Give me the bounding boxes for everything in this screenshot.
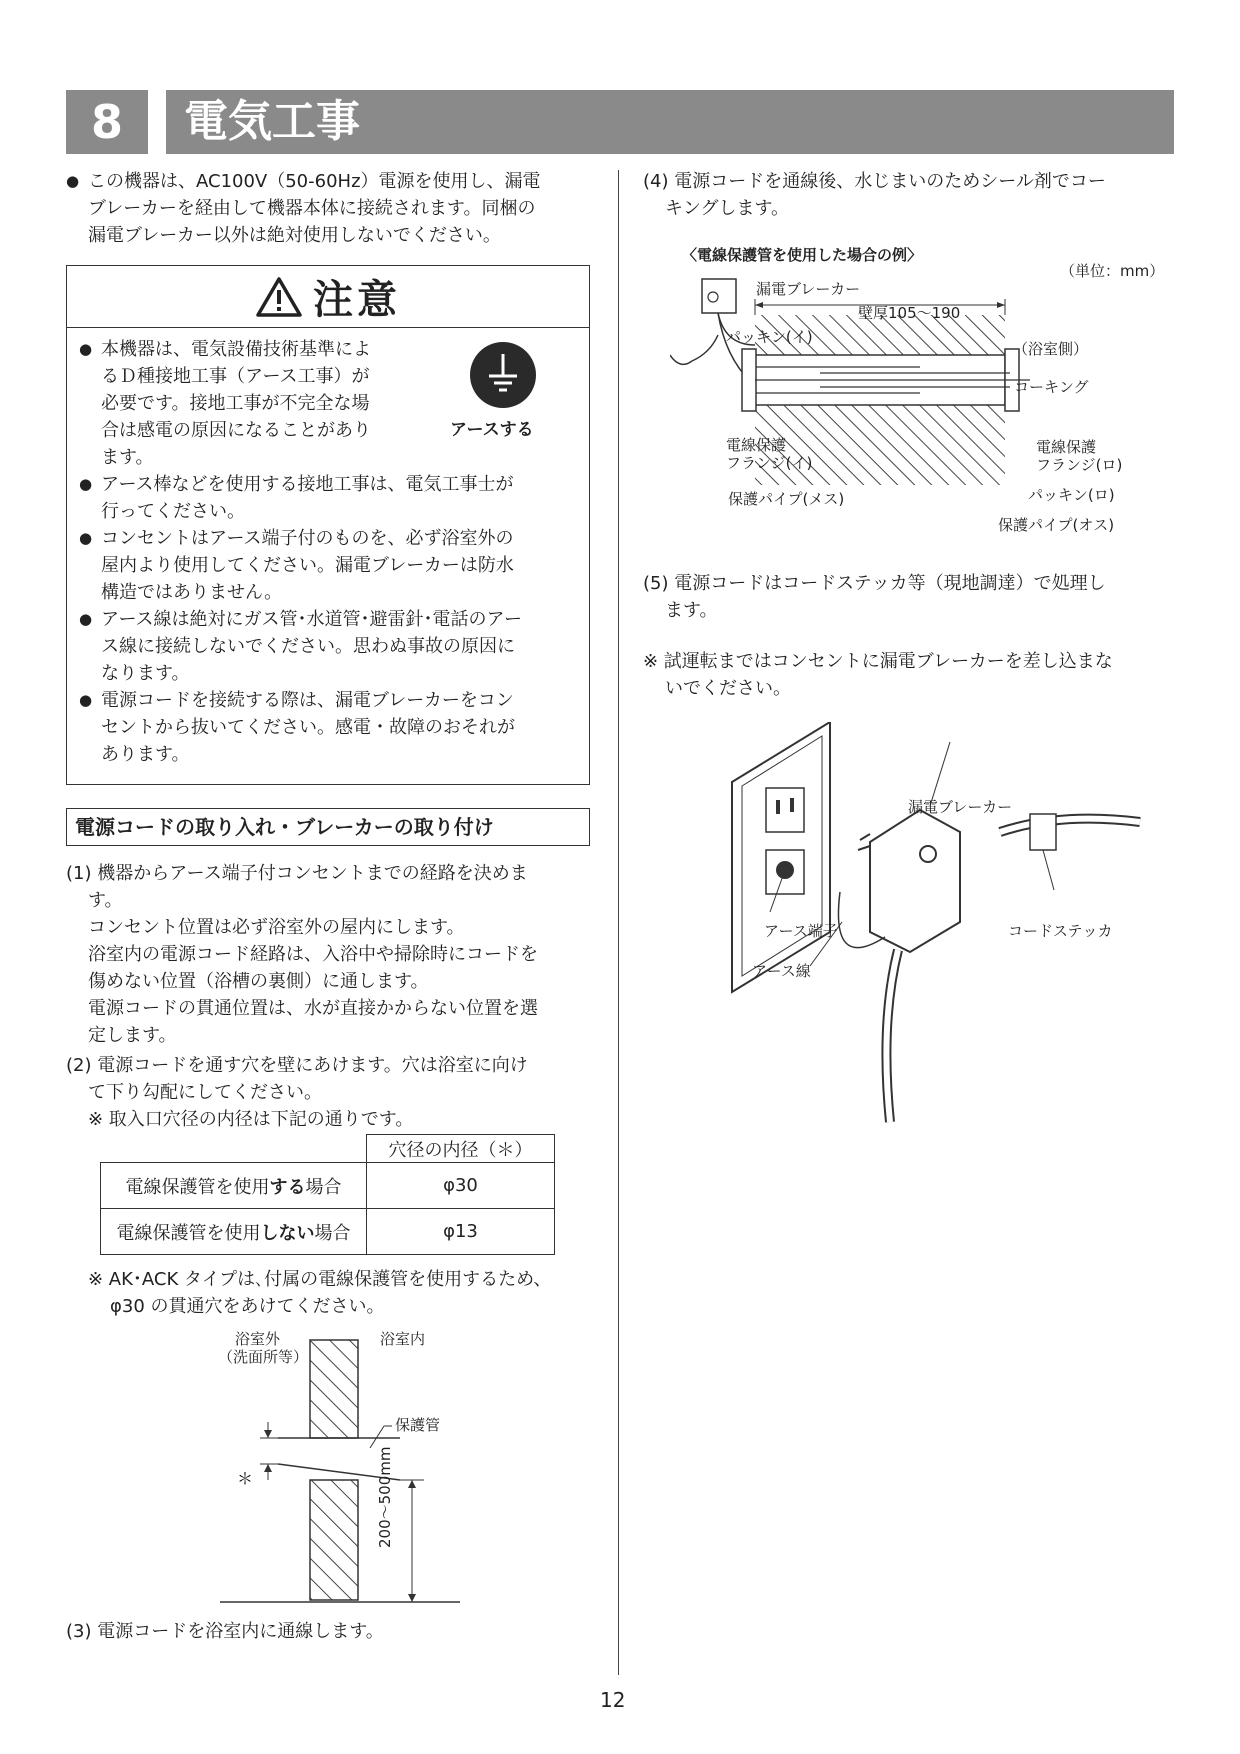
caution-line: ● コンセントはアース端子付のものを、必ず浴室外の bbox=[101, 528, 514, 549]
note-line: いでください。 bbox=[665, 678, 791, 699]
height-label: 200〜500mm bbox=[376, 1446, 394, 1548]
caution-line: 必要です。接地工事が不完全な場 bbox=[101, 393, 370, 414]
step-line: 浴室内の電源コード経路は、入浴中や掃除時にコードを bbox=[88, 944, 538, 965]
wall-thickness-label: 壁厚105〜190 bbox=[858, 304, 961, 322]
intro-paragraph bbox=[66, 168, 596, 249]
caution-item bbox=[79, 471, 575, 525]
step-5 bbox=[643, 570, 1173, 624]
caution-line: なります。 bbox=[101, 663, 190, 684]
caulking-label: コーキング bbox=[1014, 378, 1089, 396]
ground-label: アースする bbox=[450, 420, 534, 440]
note-line: ※ AK･ACK タイプは､付属の電線保護管を使用するため、 bbox=[88, 1269, 552, 1290]
flange-b-label-1: 電線保護 bbox=[1036, 438, 1097, 456]
table-cell-label bbox=[101, 1209, 367, 1255]
step-2 bbox=[66, 1052, 596, 1133]
caution-line: るＤ種接地工事（アース工事）が bbox=[101, 366, 370, 387]
table-row bbox=[101, 1163, 555, 1209]
label-part: 電線保護管を使用 bbox=[116, 1222, 261, 1244]
caution-item bbox=[79, 606, 575, 687]
inside-label: 浴室内 bbox=[380, 1330, 426, 1348]
caution-item bbox=[79, 525, 575, 606]
step-line: す。 bbox=[88, 890, 123, 911]
table-cell-label bbox=[101, 1163, 367, 1209]
hole-diameter-table bbox=[100, 1134, 555, 1255]
packing-a-label: パッキン(イ) bbox=[726, 328, 813, 346]
wall-hole-diagram bbox=[200, 1330, 480, 1620]
table-row bbox=[101, 1209, 555, 1255]
caution-line: 行ってください。 bbox=[101, 501, 245, 522]
pipe-label: 保護管 bbox=[395, 1416, 441, 1434]
caution-line: ● アース棒などを使用する接地工事は、電気工事士が bbox=[101, 474, 514, 495]
table-corner bbox=[101, 1135, 367, 1163]
label-part: 電線保護管を使用 bbox=[125, 1176, 270, 1198]
step-2-note bbox=[88, 1266, 598, 1320]
step-line: ※ 取入口穴径の内径は下記の通りです。 bbox=[88, 1109, 414, 1130]
caution-line: あります。 bbox=[101, 744, 190, 765]
pipe-female-label: 保護パイプ(メス) bbox=[728, 490, 845, 508]
flange-b-label-2: フランジ(ロ) bbox=[1036, 456, 1123, 474]
caution-line: ● アース線は絶対にガス管･水道管･避雷針･電話のアー bbox=[101, 609, 523, 630]
step-line: (4) 電源コードを通線後、水じまいのためシール剤でコー bbox=[643, 171, 1106, 192]
pipe-male-label: 保護パイプ(オス) bbox=[998, 516, 1115, 534]
bath-side-label: （浴室側） bbox=[1013, 340, 1089, 358]
table-header-row bbox=[101, 1135, 555, 1163]
table-header: 穴径の内径（＊） bbox=[367, 1135, 555, 1163]
intro-line: ● この機器は、AC100V（50-60Hz）電源を使用し、漏電 bbox=[88, 171, 541, 192]
caution-line: セントから抜いてください。感電・故障のおそれが bbox=[101, 717, 515, 738]
step-line: 電源コードの貫通位置は、水が直接かからない位置を選 bbox=[88, 998, 538, 1019]
step-line: (1) 機器からアース端子付コンセントまでの経路を決めま bbox=[66, 863, 528, 884]
caution-line: ます。 bbox=[101, 447, 154, 468]
note-line: φ30 の貫通穴をあけてください。 bbox=[110, 1296, 385, 1317]
earth-terminal-label: アース端子 bbox=[764, 922, 838, 940]
step-4 bbox=[643, 168, 1173, 222]
sticker-label: コードステッカ bbox=[1008, 922, 1113, 940]
caution-line: ス線に接続しないでください。思わぬ事故の原因に bbox=[101, 636, 515, 657]
label-emphasis: する bbox=[269, 1176, 306, 1198]
table-cell-value: φ30 bbox=[367, 1163, 555, 1209]
step-line: コンセント位置は必ず浴室外の屋内にします。 bbox=[88, 917, 465, 938]
intro-line: 漏電ブレーカー以外は絶対使用しないでください。 bbox=[88, 225, 501, 246]
packing-b-label: パッキン(ロ) bbox=[1028, 486, 1115, 504]
outlet-breaker-label: 漏電ブレーカー bbox=[908, 798, 1013, 816]
step-line: 傷めない位置（浴槽の裏側）に通します。 bbox=[88, 971, 429, 992]
step-line: ます。 bbox=[665, 600, 718, 621]
column-divider bbox=[618, 170, 619, 1675]
step-3: (3) 電源コードを浴室内に通線します。 bbox=[66, 1621, 384, 1642]
caution-line: ● 本機器は、電気設備技術基準によ bbox=[101, 339, 371, 360]
conduit-diagram-title: 〈電線保護管を使用した場合の例〉 bbox=[682, 246, 923, 264]
unit-label: （単位：mm） bbox=[1060, 262, 1165, 280]
section-number: 8 bbox=[66, 90, 148, 154]
outside-sub-label: （洗面所等） bbox=[218, 1348, 309, 1366]
earth-wire-label: アース線 bbox=[752, 962, 811, 980]
flange-a-label-1: 電線保護 bbox=[726, 436, 787, 454]
flange-a-label-2: フランジ(イ) bbox=[726, 454, 813, 472]
outlet-note bbox=[643, 648, 1173, 702]
section-title: 電気工事 bbox=[184, 96, 360, 147]
step-line: キングします。 bbox=[665, 198, 790, 219]
page-number: 12 bbox=[600, 1688, 626, 1712]
breaker-label: 漏電ブレーカー bbox=[756, 280, 861, 298]
table-cell-value: φ13 bbox=[367, 1209, 555, 1255]
step-line: (5) 電源コードはコードステッカ等（現地調達）で処理し bbox=[643, 573, 1106, 594]
step-line: (2) 電源コードを通す穴を壁にあけます。穴は浴室に向け bbox=[66, 1055, 528, 1076]
caution-line: ● 電源コードを接続する際は、漏電ブレーカーをコン bbox=[101, 690, 514, 711]
label-emphasis: しない bbox=[260, 1222, 315, 1244]
caution-item bbox=[79, 336, 419, 471]
warning-triangle-icon bbox=[255, 276, 303, 318]
caution-line: 構造ではありません。 bbox=[101, 582, 283, 603]
label-part: 場合 bbox=[314, 1222, 351, 1244]
star-mark: ＊ bbox=[237, 1469, 254, 1488]
caution-line: 合は感電の原因になることがあり bbox=[101, 420, 371, 441]
intro-line: ブレーカーを経由して機器本体に接続されます。同梱の bbox=[88, 198, 536, 219]
step-line: て下り勾配にしてください。 bbox=[88, 1082, 322, 1103]
caution-line: 屋内より使用してください。漏電ブレーカーは防水 bbox=[101, 555, 514, 576]
label-part: 場合 bbox=[305, 1176, 342, 1198]
subsection-title: 電源コードの取り入れ・ブレーカーの取り付け bbox=[66, 808, 590, 846]
ground-icon bbox=[470, 342, 536, 408]
caution-item bbox=[79, 687, 575, 768]
note-line: ※ 試運転まではコンセントに漏電ブレーカーを差し込まな bbox=[643, 651, 1113, 672]
caution-header bbox=[67, 266, 589, 328]
step-1 bbox=[66, 860, 596, 1049]
step-line: 定します。 bbox=[88, 1025, 177, 1046]
caution-title: 注意 bbox=[313, 277, 401, 323]
outside-label: 浴室外 bbox=[235, 1330, 281, 1348]
